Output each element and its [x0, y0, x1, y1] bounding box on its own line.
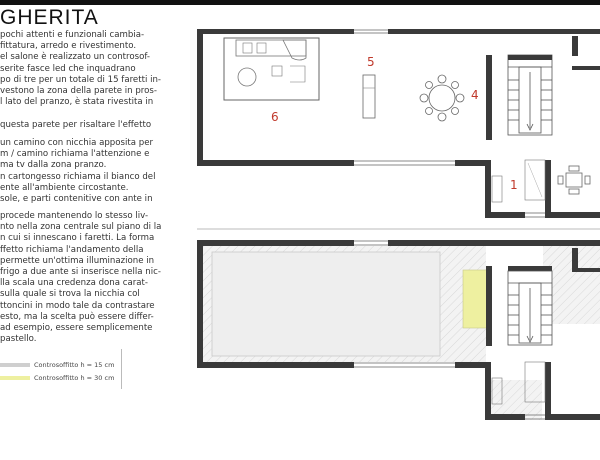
- text-line: questa parete per risaltare l'effetto: [0, 119, 152, 130]
- dining-table: [420, 75, 464, 121]
- text-line: procede mantenendo lo stesso liv-: [0, 211, 149, 221]
- text-line: vestono la zona della parete in pros-: [0, 85, 157, 96]
- legend-label: Controsoffitto h = 30 cm: [34, 374, 115, 382]
- kitchen-counter: [236, 40, 306, 56]
- text-line: esto, ma la scelta può essere differ-: [0, 311, 154, 322]
- text-line: frigo a due ante si inserisce nella nic-: [0, 266, 161, 277]
- entry-table: [558, 166, 590, 194]
- legend-label: Controsoffitto h = 15 cm: [34, 361, 115, 369]
- text-line: ente all'ambiente circostante.: [0, 182, 129, 193]
- text-line: po di tre per un totale di 15 faretti in-: [0, 74, 162, 85]
- plan-ceiling: [197, 240, 600, 420]
- text-line: el salone è realizzato un controsof-: [0, 52, 151, 63]
- text-line: l lato del pranzo, è stata rivestita in: [0, 97, 154, 108]
- room-number-4: 4: [471, 88, 479, 102]
- text-line: n cartongesso richiama il bianco del: [0, 171, 156, 182]
- armchair: [238, 68, 256, 86]
- text-line: serite fasce led che inquadrano: [0, 63, 136, 74]
- ceiling-zone-15cm: [212, 252, 440, 356]
- room-number-6: 6: [271, 110, 279, 124]
- tv-cabinet: [363, 75, 375, 118]
- room-number-1: 1: [510, 178, 518, 192]
- text-line: lla scala una credenza dona carat-: [0, 278, 148, 289]
- staircase-top: [508, 55, 552, 135]
- text-line: ma tv dalla zona pranzo.: [0, 160, 107, 171]
- text-line: sulla quale si trova la nicchia col: [0, 289, 140, 300]
- room-number-5: 5: [367, 55, 375, 69]
- text-line: ad esempio, essere semplicemente: [0, 322, 153, 333]
- text-line: ttoncini in modo tale da contrastare: [0, 300, 155, 311]
- staircase-bottom: [508, 271, 552, 345]
- plan-furnished: [197, 29, 600, 218]
- text-line: ffetto richiama l'andamento della: [0, 244, 144, 255]
- text-line: permette un'ottima illuminazione in: [0, 255, 155, 266]
- text-line: n cui si innescano i faretti. La forma: [0, 233, 155, 244]
- text-line: pochi attenti e funzionali cambia-: [0, 30, 145, 40]
- text-line: fittatura, arredo e rivestimento.: [0, 41, 137, 52]
- text-line: un camino con nicchia apposita per: [0, 138, 154, 148]
- page-title: GHERITA: [0, 6, 99, 29]
- text-line: m / camino richiama l'attenzione e: [0, 149, 150, 160]
- text-line: pastello.: [0, 334, 37, 345]
- text-line: sole, e parti contenitive con ante in: [0, 193, 153, 204]
- text-line: nto nella zona centrale sul piano di la: [0, 222, 162, 233]
